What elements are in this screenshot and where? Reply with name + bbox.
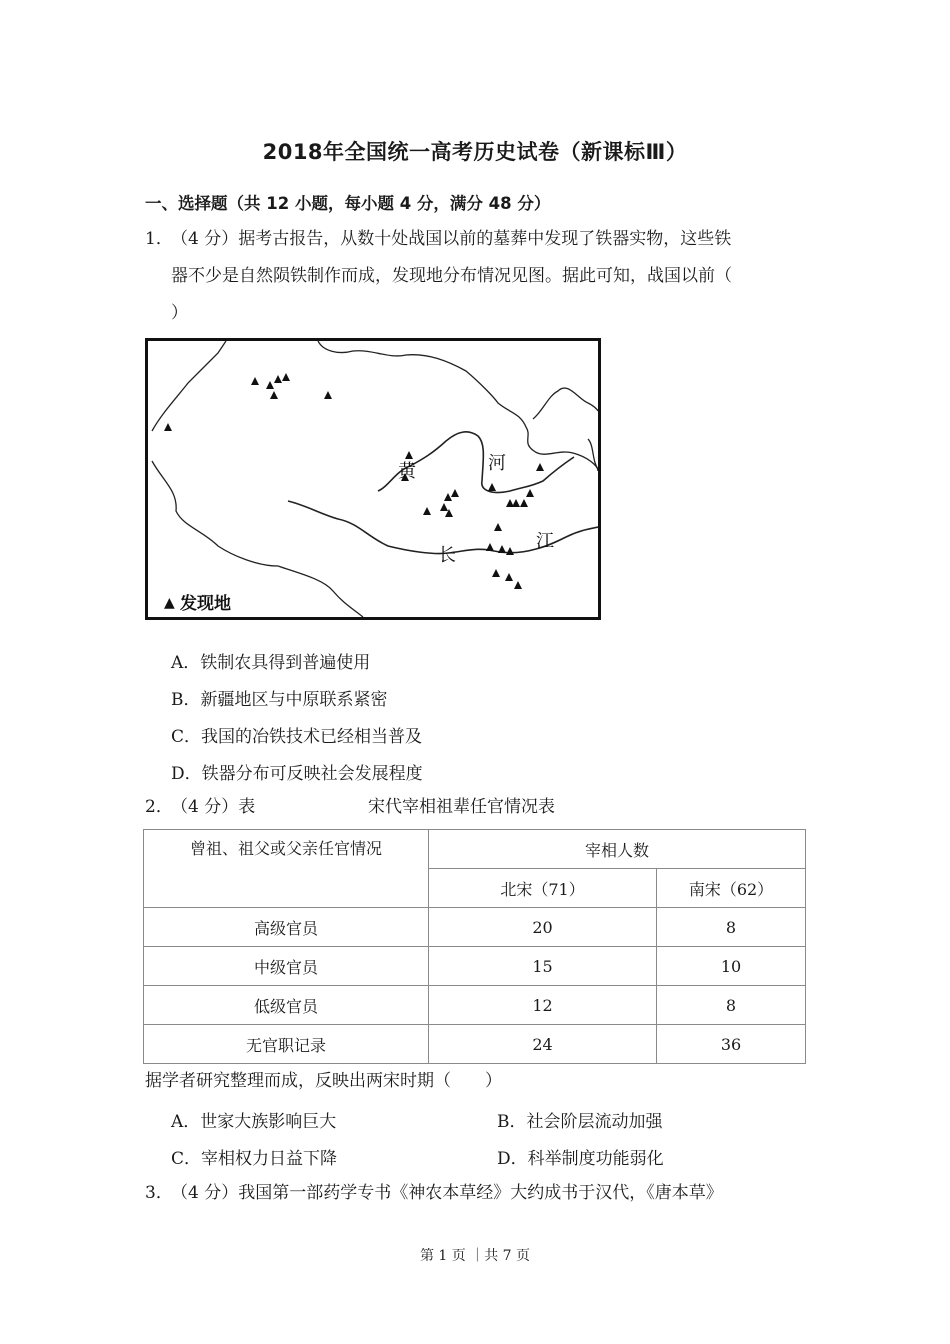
table-cell-south: 36 [657,1025,806,1064]
table-header-count: 宰相人数 [429,830,806,869]
q2-option-c-text: 宰相权力日益下降 [201,1149,338,1169]
q2-option-a-letter: A． [171,1112,201,1132]
page-footer: 第 1 页 ｜共 7 页 [419,1248,531,1264]
question-1-text-1: （4 分）据考古报告，从数十处战国以前的墓葬中发现了铁器实物，这些铁 [171,229,732,249]
q1-option-b-letter: B． [171,690,201,710]
q2-option-d-text: 科举制度功能弱化 [527,1149,664,1169]
table-row [144,1025,806,1064]
q2-option-b[interactable] [497,1107,663,1132]
map-label-3: 长 [438,545,456,566]
table-cell-south: 10 [657,947,806,986]
question-1-number: 1． [145,229,173,249]
question-3-line-1 [145,1180,723,1206]
q1-option-d-text: 铁器分布可反映社会发展程度 [201,764,423,784]
q1-option-a-text: 铁制农具得到普遍使用 [200,653,371,673]
q2-option-c-letter: C． [171,1149,202,1169]
section-heading: 一、选择题（共 12 小题，每小题 4 分，满分 48 分） [145,194,551,213]
table-cell-label: 高级官员 [144,908,429,947]
question-2-number: 2． [145,797,173,817]
legend-marker-icon: ▲ [164,595,175,611]
question-1-line-2: 器不少是自然陨铁制作而成，发现地分布情况见图。据此可知，战国以前（ [171,266,732,286]
map-graphic [148,341,598,617]
map-label-1: 黄 [398,461,416,482]
map-borders [152,341,598,617]
table-cell-label: 低级官员 [144,986,429,1025]
find-site-markers [164,373,544,589]
q2-option-a-text: 世家大族影响巨大 [200,1112,337,1132]
q1-option-c-text: 我国的冶铁技术已经相当普及 [201,727,423,747]
q2-option-b-text: 社会阶层流动加强 [526,1112,663,1132]
table-cell-label: 无官职记录 [144,1025,429,1064]
q1-option-c-letter: C． [171,727,202,747]
question-2-line-1 [145,794,255,820]
table-header-south-song: 南宋（62） [657,869,806,908]
question-2-stem: 据学者研究整理而成，反映出两宋时期（ ） [145,1071,502,1091]
q1-option-c[interactable] [171,722,422,747]
officials-table [143,829,806,1064]
question-2-prefix: （4 分）表 [171,797,256,817]
table-cell-south: 8 [657,986,806,1025]
q1-option-d-letter: D． [171,764,202,784]
question-3-text-1: （4 分）我国第一部药学专书《神农本草经》大约成书于汉代，《唐本草》 [171,1183,723,1203]
q2-option-c[interactable] [171,1144,337,1169]
table-cell-north: 24 [429,1025,657,1064]
table-cell-north: 12 [429,986,657,1025]
page-title: 2018年全国统一高考历史试卷（新课标Ⅲ） [262,140,688,164]
q1-option-a[interactable] [171,648,370,673]
table-row [144,908,806,947]
question-1-line-3: ） [171,303,188,323]
question-3-number: 3． [145,1183,173,1203]
q1-option-b[interactable] [171,685,388,710]
q1-option-b-text: 新疆地区与中原联系紧密 [200,690,388,710]
map-label-2: 河 [488,453,506,474]
table-cell-label: 中级官员 [144,947,429,986]
legend-label: 发现地 [180,594,231,614]
table-header-background: 曾祖、祖父或父亲任官情况 [144,830,429,908]
archaeology-map [145,338,601,620]
table-row [144,947,806,986]
table-row [144,986,806,1025]
table-cell-north: 20 [429,908,657,947]
map-label-4: 江 [536,531,554,552]
table-caption: 宋代宰相祖辈任官情况表 [368,797,555,817]
table-header-north-song: 北宋（71） [429,869,657,908]
q2-option-d-letter: D． [497,1149,528,1169]
q2-option-b-letter: B． [497,1112,527,1132]
q1-option-a-letter: A． [171,653,201,673]
q2-option-a[interactable] [171,1107,336,1132]
table-cell-north: 15 [429,947,657,986]
q1-option-d[interactable] [171,759,423,784]
question-1-line-1 [145,226,731,252]
table-cell-south: 8 [657,908,806,947]
q2-option-d[interactable] [497,1144,664,1169]
